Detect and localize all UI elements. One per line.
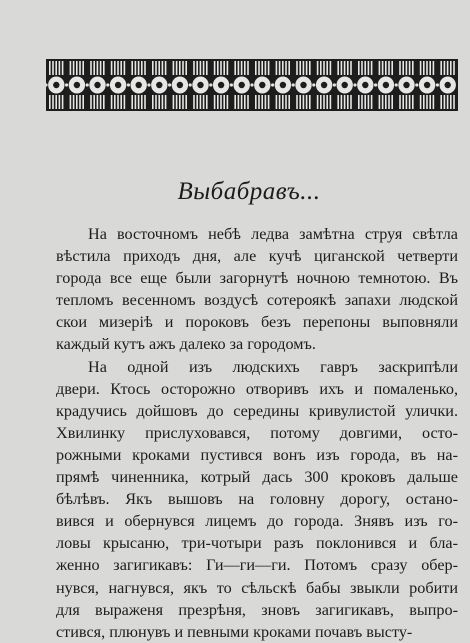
text-line: Хвилинку прислуховався, потому довгими, осто-: [56, 423, 458, 442]
text-line: скои мизерiѣ и пороковъ безъ перепоны выповняли: [56, 313, 458, 332]
text-line: женно загигикавъ: Ги—ги—ги. Потомъ сразу обер-: [56, 556, 458, 575]
text-line: крадучись дойшовъ до середины кривулистой улички.: [56, 401, 458, 420]
text-line: двери. Ктось осторожно отворивъ ихъ и помаленько,: [56, 379, 458, 398]
text-line: города все еще были загорнутѣ ночною темнотою. Въ: [56, 269, 458, 288]
body-text: [56, 223, 458, 643]
text-line: стився, плюнувъ и певными кроками почавъ высту-: [56, 622, 413, 641]
text-line: На одной изъ людскихъ гавръ заскрипѣли: [88, 357, 458, 376]
text-line: прямѣ чиненника, котрый дась 300 кроковъ дальше: [56, 468, 458, 487]
text-line: для выраженя презрѣня, зновъ загигикавъ, выпро-: [56, 600, 458, 619]
text-line: вѣстила приходъ дня, але кучѣ циганской четверти: [56, 247, 458, 266]
text-line: бѣлѣвъ. Якъ вышовъ на головну дорогу, остано-: [56, 490, 458, 509]
text-line: На восточномъ небѣ ледва замѣтна струя свѣтла: [88, 225, 458, 243]
page-title: Выбабравъ...: [177, 178, 321, 205]
text-line: ловы крысаню, три-чотыри разъ поклонився и бла-: [56, 534, 458, 553]
decorative-ornament-band: [46, 59, 458, 111]
text-line: тепломъ весенномъ воздусѣ сотероякѣ запахи людской: [56, 291, 458, 310]
text-line: вився и обернувся лицемъ до города. Знявъ изъ го-: [56, 512, 458, 531]
text-line: рожными кроками пустився вонъ изъ города, въ на-: [56, 445, 458, 464]
text-line: каждый кутъ ажъ далеко за городомъ.: [56, 335, 316, 354]
text-line: нувся, нагнувся, якъ то сѣльскѣ бабы звыкли робити: [56, 578, 458, 597]
